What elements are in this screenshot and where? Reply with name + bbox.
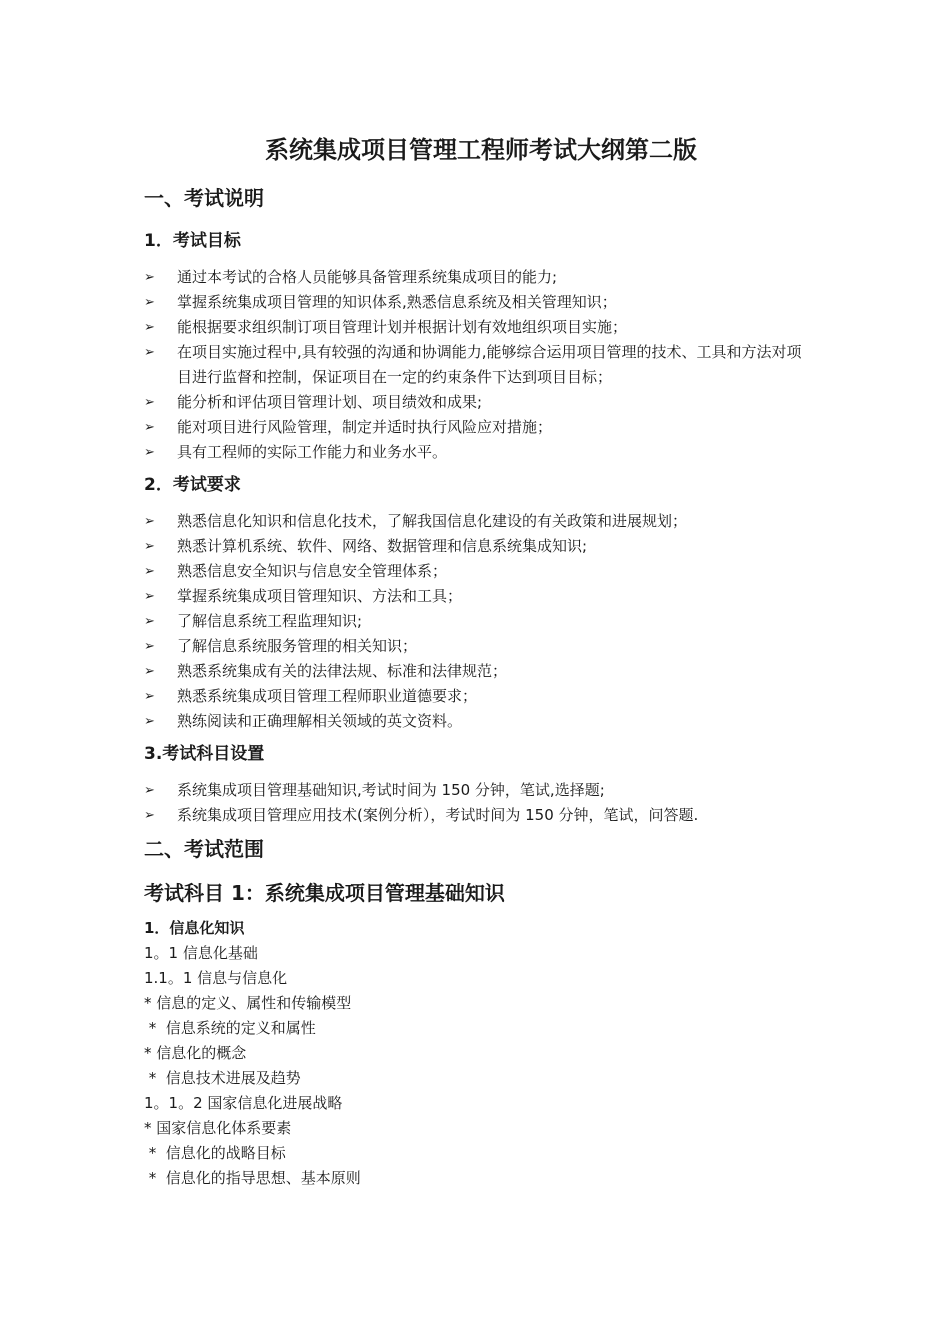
list-item-text: 熟悉信息安全知识与信息安全管理体系； [177, 562, 448, 580]
document-title: 系统集成项目管理工程师考试大纲第二版 [265, 136, 697, 164]
arrowhead-bullet-icon: ➢ [144, 639, 155, 654]
outline-line: * 信息系统的定义和属性 [144, 1019, 316, 1037]
list-item-text: 系统集成项目管理基础知识,考试时间为 150 分钟，笔试,选择题; [177, 781, 605, 799]
section-heading-exam-description: 一、考试说明 [144, 186, 264, 210]
list-item-text: 熟悉信息化知识和信息化技术，了解我国信息化建设的有关政策和进展规划； [177, 512, 688, 530]
list-item [144, 440, 810, 465]
outline-line: * 信息化的战略目标 [144, 1144, 286, 1162]
arrowhead-bullet-icon: ➢ [144, 689, 155, 704]
scope-outline [144, 916, 810, 1191]
list-item [144, 659, 810, 684]
exam-subjects-list [144, 778, 810, 828]
list-item [144, 534, 810, 559]
list-item-text: 熟练阅读和正确理解相关领域的英文资料。 [177, 712, 463, 730]
outline-line: * 信息的定义、属性和传输模型 [144, 994, 352, 1012]
list-item [144, 390, 810, 415]
section-heading-exam-scope: 二、考试范围 [144, 837, 264, 861]
list-item-text: 具有工程师的实际工作能力和业务水平。 [177, 443, 448, 461]
arrowhead-bullet-icon: ➢ [144, 420, 155, 435]
subsection-heading-exam-subjects: 3.考试科目设置 [144, 744, 265, 764]
list-item-text: 熟悉系统集成项目管理工程师职业道德要求； [177, 687, 478, 705]
arrowhead-bullet-icon: ➢ [144, 320, 155, 335]
list-item-text: 系统集成项目管理应用技术(案例分析），考试时间为 150 分钟，笔试，问答题. [177, 806, 699, 824]
arrowhead-bullet-icon: ➢ [144, 295, 155, 310]
list-item-text: 通过本考试的合格人员能够具备管理系统集成项目的能力; [177, 268, 558, 286]
list-item-text: 能对项目进行风险管理，制定并适时执行风险应对措施； [177, 418, 553, 436]
list-item [144, 340, 810, 390]
list-item [144, 684, 810, 709]
list-item-text: 熟悉计算机系统、软件、网络、数据管理和信息系统集成知识; [177, 537, 588, 555]
list-item [144, 778, 810, 803]
outline-line: 1。1。2 国家信息化进展战略 [144, 1094, 343, 1112]
list-item [144, 709, 810, 734]
arrowhead-bullet-icon: ➢ [144, 589, 155, 604]
arrowhead-bullet-icon: ➢ [144, 345, 155, 360]
arrowhead-bullet-icon: ➢ [144, 539, 155, 554]
list-item [144, 290, 810, 315]
list-item [144, 315, 810, 340]
list-item-text: 能根据要求组织制订项目管理计划并根据计划有效地组织项目实施； [177, 318, 628, 336]
arrowhead-bullet-icon: ➢ [144, 783, 155, 798]
list-item-text: 熟悉系统集成有关的法律法规、标准和法律规范； [177, 662, 508, 680]
arrowhead-bullet-icon: ➢ [144, 714, 155, 729]
list-item [144, 803, 810, 828]
list-item [144, 559, 810, 584]
arrowhead-bullet-icon: ➢ [144, 514, 155, 529]
outline-line: * 信息技术进展及趋势 [144, 1069, 301, 1087]
list-item [144, 265, 810, 290]
outline-line: 1.1。1 信息与信息化 [144, 969, 288, 987]
list-item [144, 509, 810, 534]
list-item [144, 634, 810, 659]
arrowhead-bullet-icon: ➢ [144, 664, 155, 679]
list-item-text: 了解信息系统工程监理知识; [177, 612, 363, 630]
arrowhead-bullet-icon: ➢ [144, 445, 155, 460]
outline-heading: 1．信息化知识 [144, 919, 245, 937]
arrowhead-bullet-icon: ➢ [144, 395, 155, 410]
exam-goals-list [144, 265, 810, 465]
outline-line: * 信息化的指导思想、基本原则 [144, 1169, 361, 1187]
list-item-text: 掌握系统集成项目管理知识、方法和工具； [177, 587, 463, 605]
arrowhead-bullet-icon: ➢ [144, 564, 155, 579]
exam-requirements-list [144, 509, 810, 734]
outline-line: 1。1 信息化基础 [144, 944, 258, 962]
subsection-heading-exam-goals: 1．考试目标 [144, 231, 241, 251]
arrowhead-bullet-icon: ➢ [144, 808, 155, 823]
arrowhead-bullet-icon: ➢ [144, 614, 155, 629]
outline-line: * 信息化的概念 [144, 1044, 247, 1062]
list-item-text: 掌握系统集成项目管理的知识体系,熟悉信息系统及相关管理知识； [177, 293, 617, 311]
list-item [144, 415, 810, 440]
subject-1-heading: 考试科目 1：系统集成项目管理基础知识 [144, 881, 505, 905]
arrowhead-bullet-icon: ➢ [144, 270, 155, 285]
list-item-text: 在项目实施过程中,具有较强的沟通和协调能力,能够综合运用项目管理的技术、工具和方法对项目进行监督和控制，保证项目在一定的约束条件下达到项目目标； [177, 343, 802, 386]
list-item-text: 了解信息系统服务管理的相关知识； [177, 637, 418, 655]
list-item [144, 609, 810, 634]
list-item-text: 能分析和评估项目管理计划、项目绩效和成果; [177, 393, 483, 411]
list-item [144, 584, 810, 609]
outline-line: * 国家信息化体系要素 [144, 1119, 292, 1137]
subsection-heading-exam-requirements: 2．考试要求 [144, 475, 241, 495]
